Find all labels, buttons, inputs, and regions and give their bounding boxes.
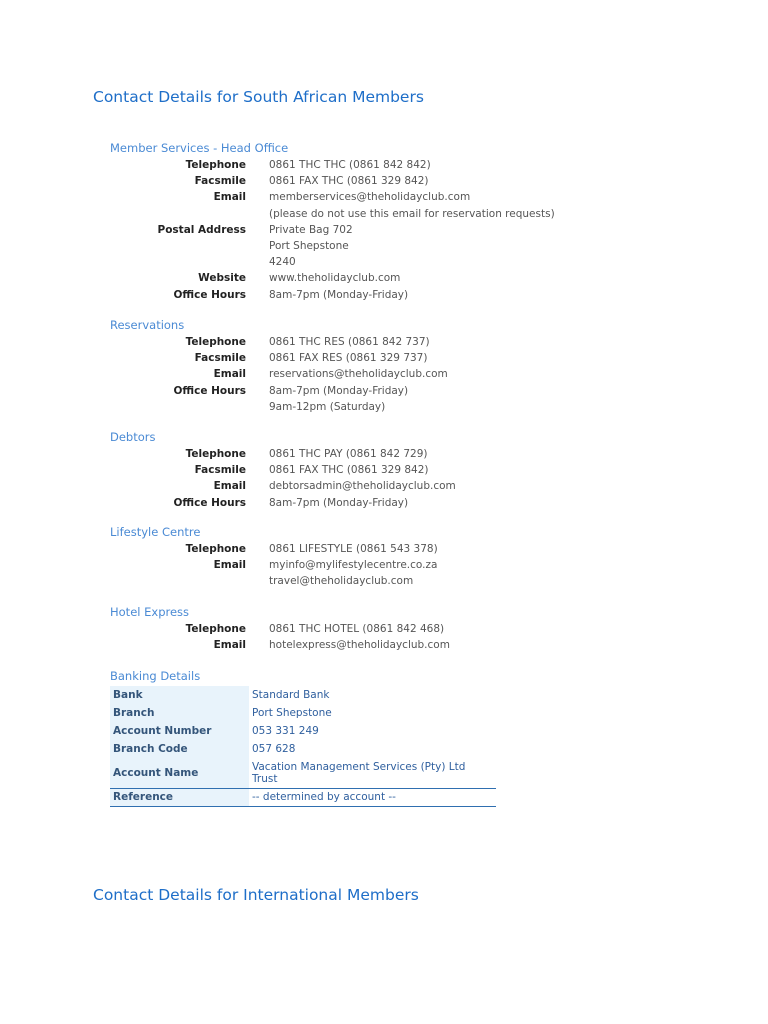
row-label: Telephone xyxy=(185,159,246,171)
banking-table xyxy=(110,686,496,807)
section-hotel-express xyxy=(110,604,450,653)
table-row xyxy=(110,704,496,722)
row-label: Facsmile xyxy=(194,352,246,365)
section-heading-banking-details: Banking Details xyxy=(110,669,201,683)
row-value: 0861 THC PAY (0861 842 729) xyxy=(269,448,428,460)
contact-row xyxy=(110,222,555,238)
row-label: Email xyxy=(213,559,246,572)
bank-value: 053 331 249 xyxy=(252,725,319,737)
row-value: 4240 xyxy=(269,256,296,269)
contact-row xyxy=(110,157,555,173)
table-row xyxy=(110,686,496,704)
bank-label: Account Number xyxy=(110,722,249,740)
row-label xyxy=(110,206,246,222)
row-value: 0861 FAX RES (0861 329 737) xyxy=(269,352,428,365)
row-value: 9am-12pm (Saturday) xyxy=(269,400,386,413)
row-label: Facsmile xyxy=(194,175,246,188)
contact-row xyxy=(110,366,448,382)
row-label: Telephone xyxy=(185,336,246,348)
section-member-services xyxy=(110,140,555,303)
row-label: Telephone xyxy=(185,543,246,555)
section-heading-debtors: Debtors xyxy=(110,430,156,444)
row-value: 8am-7pm (Monday-Friday) xyxy=(269,384,409,397)
table-row xyxy=(110,788,496,806)
contact-row xyxy=(110,270,555,286)
section-heading-hotel-express: Hotel Express xyxy=(110,605,190,619)
contact-row xyxy=(110,287,555,303)
bank-label: Reference xyxy=(110,788,249,806)
row-label xyxy=(110,254,246,270)
contact-row xyxy=(110,350,448,366)
row-value: Private Bag 702 xyxy=(269,223,353,236)
bank-label: Bank xyxy=(110,686,249,704)
row-value: 8am-7pm (Monday-Friday) xyxy=(269,288,409,301)
contact-row xyxy=(110,446,456,462)
contact-row xyxy=(110,557,438,573)
row-value: 8am-7pm (Monday-Friday) xyxy=(269,496,409,509)
row-label: Website xyxy=(198,272,246,285)
bank-value: Standard Bank xyxy=(252,689,330,701)
email-link[interactable]: reservations@theholidayclub.com xyxy=(269,368,448,381)
contact-row xyxy=(110,541,438,557)
table-row xyxy=(110,722,496,740)
contact-row xyxy=(110,573,438,589)
section-debtors xyxy=(110,429,456,511)
row-label xyxy=(110,399,246,415)
email-link[interactable]: hotelexpress@theholidayclub.com xyxy=(269,639,450,652)
bank-label: Account Name xyxy=(110,758,249,788)
row-value: Port Shepstone xyxy=(269,239,349,252)
bank-value: Port Shepstone xyxy=(252,707,332,719)
row-label: Email xyxy=(213,480,246,493)
row-value: 0861 LIFESTYLE (0861 543 378) xyxy=(269,543,438,555)
bank-label: Branch xyxy=(110,704,249,722)
row-label: Telephone xyxy=(185,448,246,460)
contact-row xyxy=(110,189,555,205)
contact-row xyxy=(110,462,456,478)
row-label: Office Hours xyxy=(173,288,246,301)
website-link[interactable]: www.theholidayclub.com xyxy=(269,272,401,285)
email-link[interactable]: debtorsadmin@theholidayclub.com xyxy=(269,480,456,493)
page-title-south-africa: Contact Details for South African Members xyxy=(93,88,424,106)
email-link[interactable]: travel@theholidayclub.com xyxy=(269,575,414,588)
row-value: 0861 THC HOTEL (0861 842 468) xyxy=(269,623,445,635)
section-heading-reservations: Reservations xyxy=(110,318,185,332)
section-banking-details xyxy=(110,668,496,807)
email-link[interactable]: memberservices@theholidayclub.com xyxy=(269,191,471,204)
row-label: Postal Address xyxy=(157,223,246,236)
bank-value: Vacation Management Services (Pty) Ltd Trust xyxy=(252,760,466,785)
row-value: 0861 FAX THC (0861 329 842) xyxy=(269,464,429,477)
row-value: 0861 THC RES (0861 842 737) xyxy=(269,336,430,348)
contact-row xyxy=(110,495,456,511)
row-label: Office Hours xyxy=(173,496,246,509)
bank-value: -- determined by account -- xyxy=(249,788,496,806)
contact-row xyxy=(110,238,555,254)
row-label: Email xyxy=(213,191,246,204)
row-label: Office Hours xyxy=(173,384,246,397)
row-label xyxy=(110,573,246,589)
row-value: 0861 FAX THC (0861 329 842) xyxy=(269,175,429,188)
row-label: Facsmile xyxy=(194,464,246,477)
contact-row xyxy=(110,399,448,415)
row-label xyxy=(110,238,246,254)
page-title-international: Contact Details for International Members xyxy=(93,886,419,904)
contact-row xyxy=(110,478,456,494)
contact-row xyxy=(110,254,555,270)
contact-row xyxy=(110,637,450,653)
contact-row xyxy=(110,173,555,189)
row-value: (please do not use this email for reservation requests) xyxy=(269,207,555,220)
row-label: Email xyxy=(213,639,246,652)
row-label: Telephone xyxy=(185,623,246,635)
section-heading-member-services: Member Services - Head Office xyxy=(110,141,289,155)
section-reservations xyxy=(110,317,448,415)
contact-row xyxy=(110,621,450,637)
contact-row xyxy=(110,383,448,399)
section-heading-lifestyle-centre: Lifestyle Centre xyxy=(110,525,201,539)
bank-label: Branch Code xyxy=(110,740,249,758)
table-row xyxy=(110,758,496,788)
contact-row xyxy=(110,334,448,350)
section-lifestyle-centre xyxy=(110,524,438,590)
email-link[interactable]: myinfo@mylifestylecentre.co.za xyxy=(269,559,438,572)
row-value: 0861 THC THC (0861 842 842) xyxy=(269,159,431,171)
contact-row xyxy=(110,206,555,222)
row-label: Email xyxy=(213,368,246,381)
table-row xyxy=(110,740,496,758)
bank-value: 057 628 xyxy=(252,743,296,755)
